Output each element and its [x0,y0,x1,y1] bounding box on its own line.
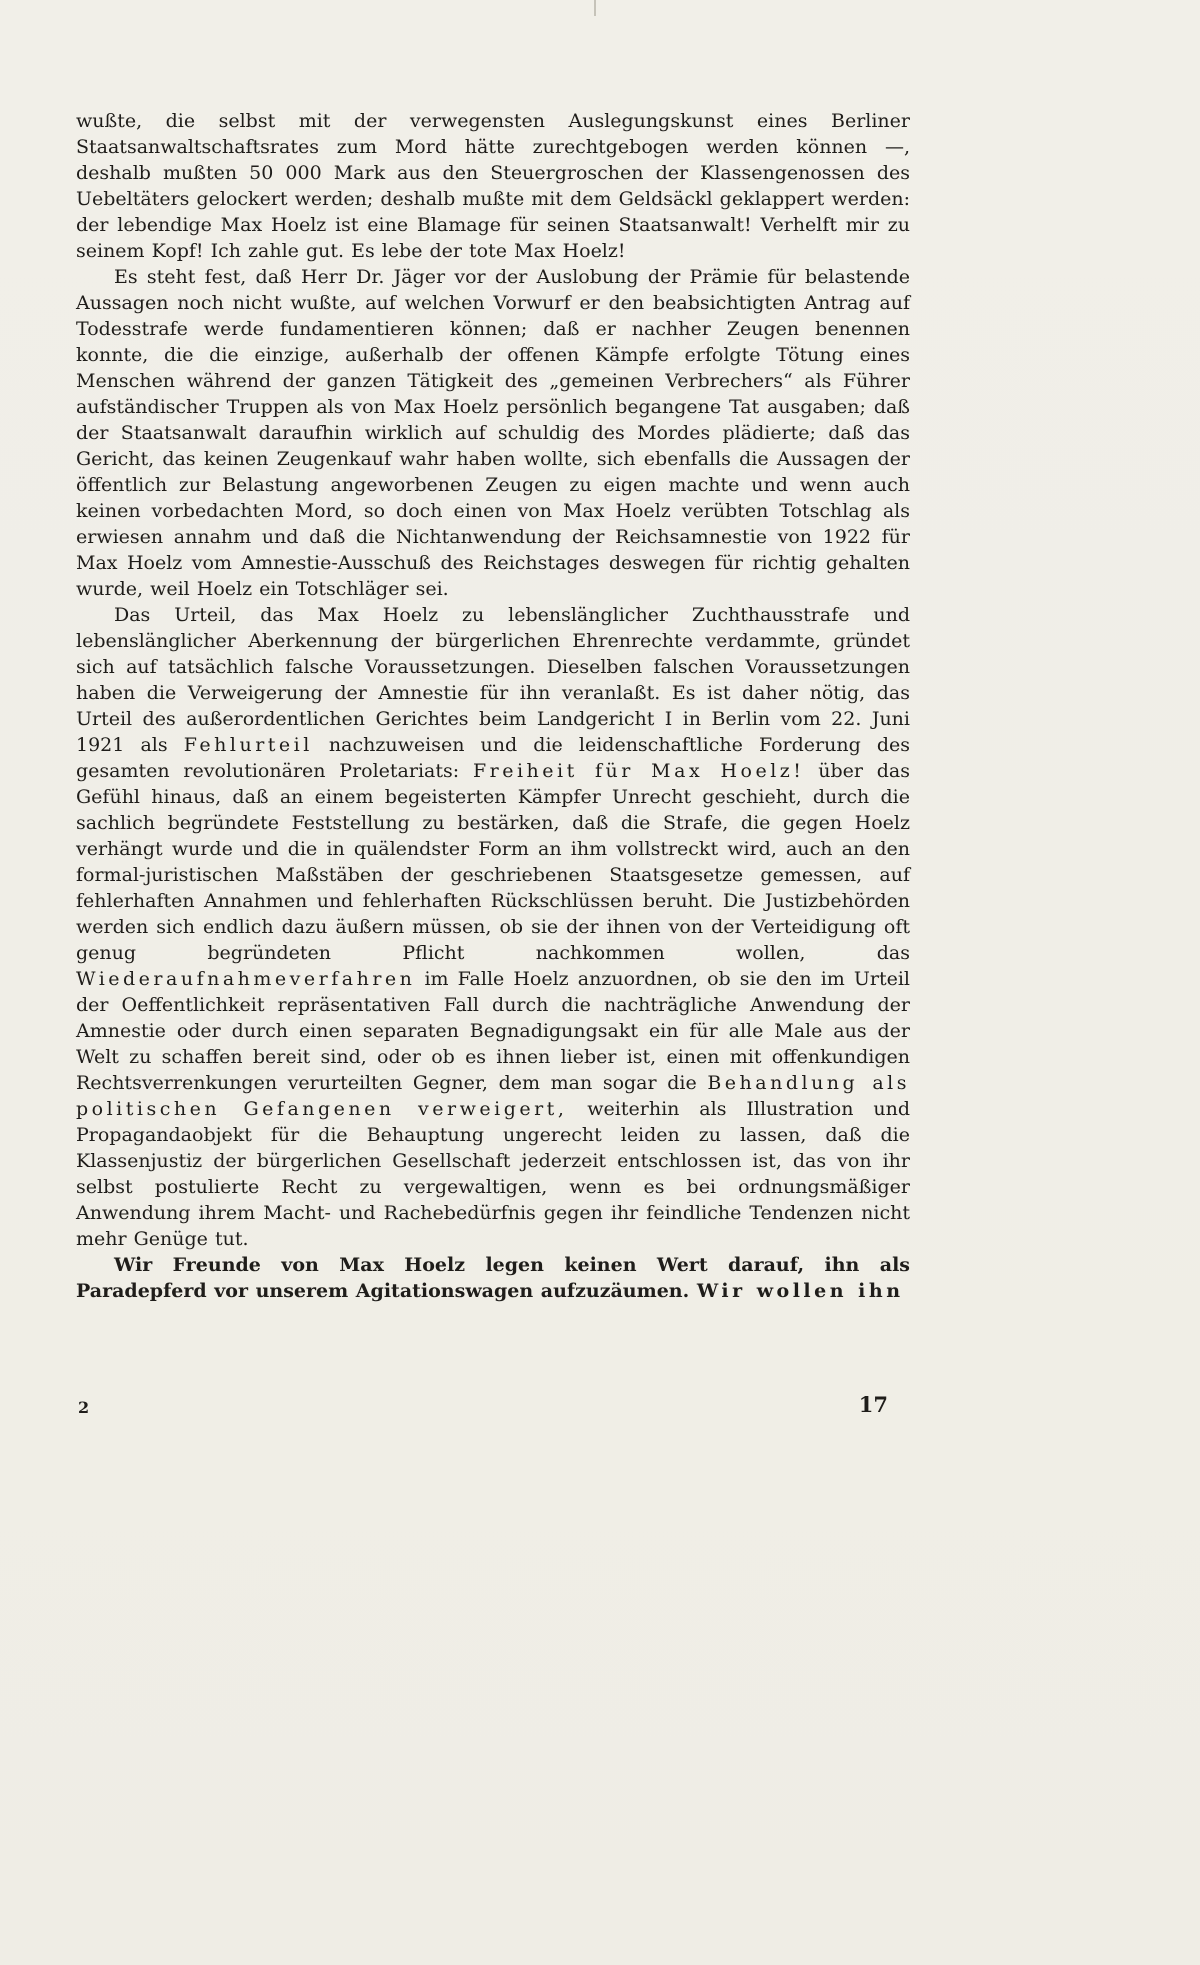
emphasized-text-segment: Wir wollen ihn [696,1280,904,1302]
text-segment: weiterhin als Illustration und Propagandaobjekt für die Behauptung ungerecht leiden zu lassen, daß die Klassenjustiz der bürgerlichen Gesellschaft jederzeit entschlossen ist, das von ihr selbst postulierte Recht zu vergewaltigen, wenn es bei ordnungsmäßiger Anwendung ihrem Macht- und Rachebedürfnis gegen ihr feindliche Tendenzen nicht mehr Genüge tut. [76,1098,911,1250]
text-segment: Es steht fest, daß Herr Dr. Jäger vor der Auslobung der Prämie für belastende Aussagen noch nicht wußte, auf welchen Vorwurf er den beabsichtigten Antrag auf Todesstrafe werde fundamentieren können; daß er nachher Zeugen benennen konnte, die die einzige, außerhalb der offenen Kämpfe erfolgte Tötung eines Menschen während der ganzen Tätigkeit des „gemeinen Verbrechers“ als Führer aufständischer Truppen als von Max Hoelz persönlich begangene Tat ausgaben; daß der Staatsanwalt daraufhin wirklich auf schuldig des Mordes plädierte; daß das Gericht, das keinen Zeugenkauf wahr haben wollte, sich ebenfalls die Aussagen der öffentlich zur Belastung angeworbenen Zeugen zu eigen machte und wenn auch keinen vorbedachten Mord, so doch einen von Max Hoelz verübten Totschlag als erwiesen annahm und daß die Nichtanwendung der Reichsamnestie von 1922 für Max Hoelz vom Amnestie-Ausschuß des Reichstages deswegen für richtig gehalten wurde, weil Hoelz ein Totschläger sei. [76,266,910,600]
text-segment: im Falle Hoelz anzuordnen, ob sie den im Urteil der Oeffentlichkeit repräsentativen Fall durch die nachträgliche Anwendung der Amnestie oder durch einen separaten Begnadigungsakt ein für alle Male aus der Welt zu schaffen bereit sind, oder ob es ihnen lieber ist, einen mit offenkundigen Rechtsverrenkungen verurteilten Gegner, dem man sogar die [76,968,910,1094]
emphasized-text-segment: Behandlung als politischen Gefangenen verweigert, [76,1072,910,1120]
paragraph [76,602,910,1252]
paragraph [76,1252,910,1304]
paragraph [76,108,910,264]
emphasized-text-segment: Wiederaufnahmeverfahren [76,968,416,990]
emphasized-text-segment: Freiheit für Max Hoelz! [472,760,805,782]
text-segment: Wir Freunde von Max Hoelz legen keinen Wert darauf, ihn als Paradepferd vor unserem Agitationswagen aufzuzäumen. [76,1254,910,1302]
text-segment: nachzuweisen und die leidenschaftliche Forderung des gesamten revolutionären Proletariats: [76,734,911,782]
text-segment: wußte, die selbst mit der verwegensten Auslegungskunst eines Berliner Staatsanwaltschaftsrates zum Mord hätte zurechtgebogen werden können —, deshalb mußten 50 000 Mark aus den Steuergroschen der Klassengenossen des Uebeltäters gelockert werden; deshalb mußte mit dem Geldsäckl geklappert werden: der lebendige Max Hoelz ist eine Blamage für seinen Staatsanwalt! Verhelft mir zu seinem Kopf! Ich zahle gut. Es lebe der tote Max Hoelz! [76,110,910,262]
text-segment: über das Gefühl hinaus, daß an einem begeisterten Kämpfer Unrecht geschieht, durch die sachlich begründete Feststellung zu bestärken, daß die Strafe, die gegen Hoelz verhängt wurde und die in quälendster Form an ihm vollstreckt wird, auch an den formal-juristischen Maßstäben der geschriebenen Staatsgesetze gemessen, auf fehlerhaften Annahmen und fehlerhaften Rückschlüssen beruht. Die Justizbehörden werden sich endlich dazu äußern müssen, ob sie der ihnen von der Verteidigung oft genug begründeten Pflicht nachkommen wollen, das [76,760,910,964]
emphasized-text-segment: Fehlurteil [183,734,313,756]
paragraph [76,264,910,602]
page-number-left: 2 [78,1398,90,1417]
text-segment: Das Urteil, das Max Hoelz zu lebenslänglicher Zuchthausstrafe und lebenslänglicher Aberkennung der bürgerlichen Ehrenrechte verdammte, gründet sich auf tatsächlich falsche Voraussetzungen. Dieselben falschen Voraussetzungen haben die Verweigerung der Amnestie für ihn veranlaßt. Es ist daher nötig, das Urteil des außerordentlichen Gerichtes beim Landgericht I in Berlin vom 22. Juni 1921 als [76,604,910,756]
text-block [76,108,910,1304]
scan-fold-mark [594,0,596,16]
page-number-right: 17 [858,1392,888,1417]
